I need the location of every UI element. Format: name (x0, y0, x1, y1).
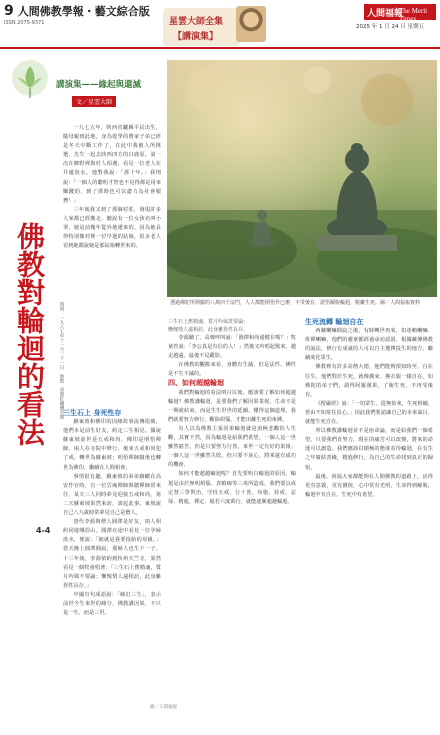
column-1 (63, 124, 161, 251)
article-title: 佛教對輪迴的看法 (13, 222, 46, 446)
section-heading-transcend: 四、如何超越輪迴 (168, 379, 224, 388)
paragraph: 中國有句成語說：「緣訂三生」，表示前世今生來世的緣分，佛教講因果，不只是一生，而是三世。 (63, 591, 161, 617)
column-2 (63, 409, 161, 618)
paragraph: 李源聽了，高聲呼叫說：「圓澤和尚還健在嗎？」牧童答說：「李公真是有信的人！」然後又吟唱起歌來，越走越遠，最後不見蹤影。 (168, 335, 296, 360)
paragraph: 唐代李源與僧人圓澤是好友，兩人相約同遊峨眉山。圓澤在途中看見一位孕婦汲水，便說：「她就是我要投胎的母親。」當天晚上圓澤圓寂，那婦人也生下一子。十三年後，李源依約到杭州天竺寺，果然看見一個牧童唱著：「三生石上舊精魂，賞月吟風不要論；慚愧情人遠相訪，此身雖異性長存。」 (63, 519, 161, 589)
paragraph: 在佛教的觀點來看，身體有生滅，但是法性、佛性是不生不滅的。 (168, 362, 296, 378)
master-portrait (236, 6, 266, 42)
page-header (0, 0, 440, 48)
column-title: 星雲大師全集 (169, 17, 224, 27)
paragraph: 有人以為佛教主張因果輪迴就是消極悲觀的人生觀，其實不然，因為輪迴是給我們希望。一個人這一世雖然窮苦，但是只要努力行善，來世一定有好的果報；一個人這一世雖然失敗，但只要不灰心，將來還有成功的機會。 (168, 425, 296, 469)
issue-date: 2025 年 1 月 24 日 星期五 (356, 24, 424, 30)
paragraph: 佛教裡有許多高僧大德，他們能夠預知時至，自在往生，他們對於生死，就像搬家、換衣服一樣自在。如佛陀的弟子們，證得阿羅漢果，了脫生死，不再受後有。 (305, 364, 433, 398)
paragraph: 所以佛教講輪迴並不是宿命論，而是給我們一個希望。只要我們肯努力，現在的痛苦可以改變，將來的命運可以創造。我們應該以積極的態度看待輪迴，在有生之年廣結善緣，精進修行，為自己的生命找到真正的歸宿。 (305, 428, 433, 471)
page-number: 9 (4, 3, 14, 19)
author-tag: 文／星雲大師 (72, 96, 116, 107)
header-divider (0, 47, 440, 49)
poem-line: 慚愧情人遠相訪，此身雖異性長存。 (168, 327, 249, 333)
column-subtitle: 【講演集】 (173, 32, 219, 42)
paragraph: 事情很有趣，蘇東坡的弟弟蘇轍在高安作官時，有一位雲庵禪師與聰禪師常來往，某天三人同時夢見迎接五戒和尚，第二天蘇東坡果然來訪，談起此事，東坡說自己八九歲時常夢見自己是僧人。 (63, 473, 161, 517)
paragraph: 西藏喇嘛圓寂之後，有時轉世再來，如達賴喇嘛、班禪喇嘛，他們的靈童都經過尋訪認證。根據藏傳佛教的說法，修行有成就的人可以自主選擇投生的地方，繼續度化眾生。 (305, 328, 433, 362)
newspaper-name: 人間福報 (367, 9, 404, 19)
poem-line: 三生石上舊精魂，賞月吟風莫要論； (168, 319, 249, 325)
column-4 (305, 318, 433, 500)
issn: ISSN 2075-9371 (4, 20, 45, 26)
section-heading (4, 3, 150, 26)
section-title: 人間佛教學報・藝文綜合版 (17, 5, 150, 18)
footer-credit: 圖／人間福報 (150, 705, 177, 710)
photo-caption: 透過佛陀所開顯的八萬四千法門，人人都能開悟作已辦，不受後有，證悟解脫輪迴，脫離生死。圖／人間福報資料 (170, 300, 421, 306)
section-heading-samsara: 生死流轉 輪迴自在 (305, 318, 364, 326)
paragraph: 蘇東坡和佛印的因緣故事流傳很廣，他們本是前生好友，約定三生相見。據說蘇東坡前世是五戒和尚，佛印是明悟禪師，兩人在寺院中修行，後來五戒和尚犯了戒，轉世為蘇東坡；明悟禪師隨後也轉世為佛印，繼續在人間相會。 (63, 419, 161, 471)
time-place-note: 時間：一九八七年十一月二十一日 地點：香港紅磡體育館 (59, 302, 64, 419)
paragraph: 一九七五年，陝西省驪縣平民出生，隨母親到此地，身為遊學的農家子弟已經是冬天中斷工作了，在此中我被人所挑選，先生一起去陝西四方的白鹿原。第一次在鄉野裡與村人相遇，看見一位老人在井邊汲水。他對我說：「那十年。」我則說：「一個人的聰明才智也不見得都是用來賺錢的，到了那時也可以盡力為社會服務！」 (63, 125, 161, 204)
paragraph: 《楞嚴經》說：「一切眾生，從無始來，生死相續，皆由不知常住真心。」因此我們要認識自己的本來面目，就能生死自在。 (305, 400, 433, 426)
paragraph: 三年後我又到了那個村莊，發現許多人家都已經搬走。聽說有一位女孩名叫小翠，她是前幾年從外地遷來的。因為她長得特別像村裡一位早逝的姑娘，很多老人看到她都說她是那姑娘轉世來的。 (63, 206, 161, 250)
paragraph: 最後，祝福大家都能夠在人間佛教的道路上，活得更有意義，更有價值，心中常有光明，生命得到解脫，輪迴中有自在，生死中有希望。 (305, 473, 433, 498)
lotus-icon (10, 58, 50, 100)
column-3 (168, 318, 296, 507)
newspaper-english: The Merit Times (399, 7, 428, 23)
column-badge (163, 8, 240, 46)
series-title: 講演集——緣起與還滅 (56, 80, 142, 90)
chapter-number: 4-4 (36, 526, 51, 535)
paragraph: 我們對輪迴的看法明白以後，應該要了解如何超越輪迴？佛教講輪迴，是要我們了解因果業報，生命不是一期就結束，而是生生世世的延續。懂得這個道理，我們就要努力修行，斷除煩惱，才能出離生死的束縛。 (168, 389, 296, 423)
newspaper-logo (364, 4, 436, 23)
section-heading-three-lives: 三生石上 身死性存 (63, 409, 122, 417)
paragraph: 如何才能超越輪迴呢？首先要明白輪迴的原因，輪迴是由於無明煩惱、貪瞋痴等三毒所造成。我們要以戒定慧三學對治，守持五戒，行十善，布施、持戒、忍辱、精進、禪定、般若六度萬行，就能逐漸超越輪迴。 (168, 471, 296, 505)
buddha-statue-photo (167, 60, 437, 297)
